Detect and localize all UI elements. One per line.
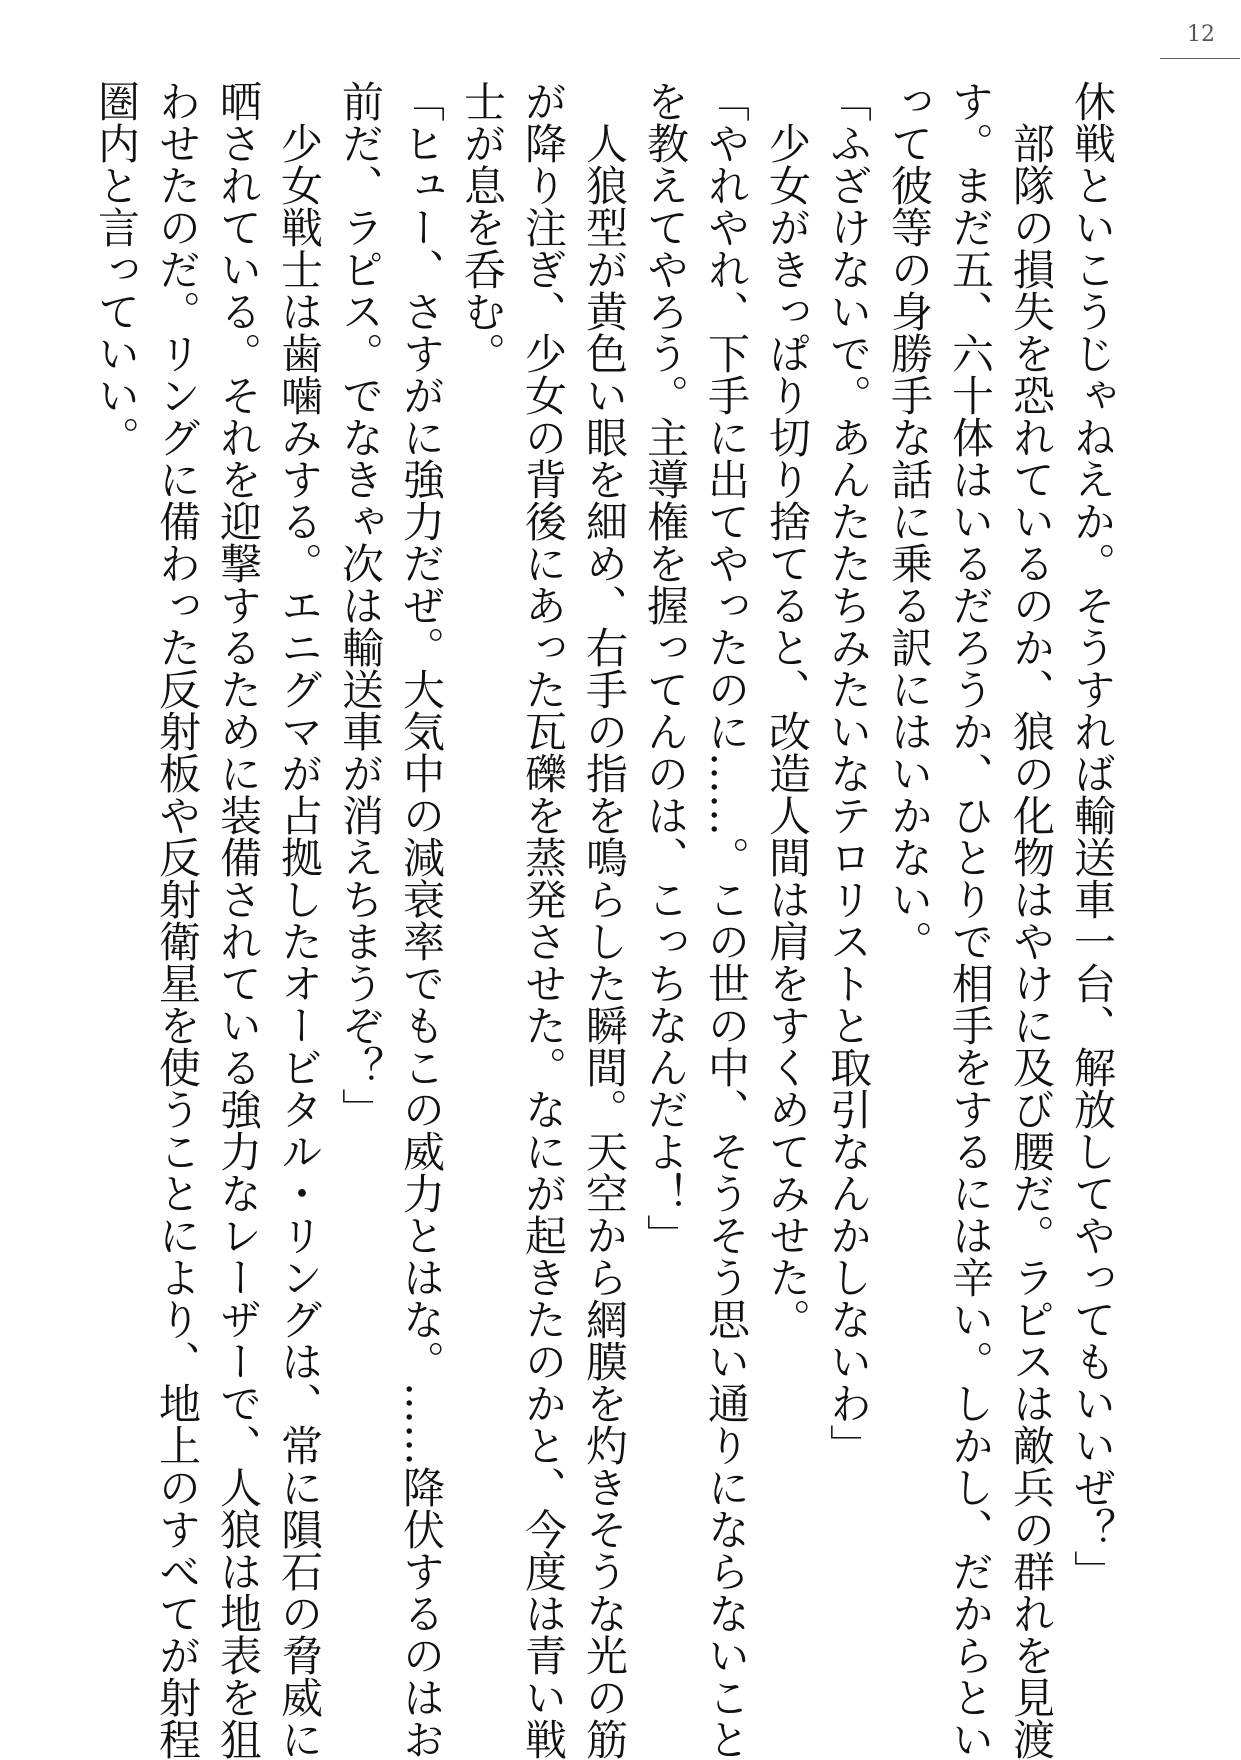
text-line: 少女がきっぱり切り捨てると、改造人間は肩をすくめてみせた。 — [763, 80, 812, 1340]
text-line: 人狼型が黄色い眼を細め、右手の指を鳴らした瞬間。天空から網膜を灼きそうな光の筋 — [580, 80, 629, 1760]
text-line: が降り注ぎ、少女の背後にあった瓦礫を蒸発させた。なにが起きたのかと、今度は青い戦 — [519, 80, 568, 1760]
text-line: 士が息を呑む。 — [458, 80, 507, 374]
text-line: って彼等の身勝手な話に乗る訳にはいかない。 — [885, 80, 934, 962]
text-line: 休戦といこうじゃねえか。そうすれば輸送車一台、解放してやってもいいぜ？」 — [1068, 80, 1117, 1592]
text-line: 圏内と言っていい。 — [92, 80, 141, 458]
text-line: す。まだ五、六十体はいるだろうか、ひとりで相手をするには辛い。しかし、だからとい — [946, 80, 995, 1760]
body-text — [86, 80, 1123, 1760]
page-number: 12 — [1187, 22, 1215, 47]
text-line: 晒されている。それを迎撃するために装備されている強力なレーザーで、人狼は地表を狙 — [214, 80, 263, 1760]
page-number-rule — [1160, 58, 1240, 59]
text-line: 「ヒュー、さすがに強力だぜ。大気中の減衰率でもこの威力とはな。……降伏するのはお — [397, 80, 446, 1760]
text-line: 「やれやれ、下手に出てやったのに……。この世の中、そうそう思い通りにならないこと — [702, 80, 751, 1760]
text-line: を教えてやろう。主導権を握ってんのは、こっちなんだよ！」 — [641, 80, 690, 1256]
text-line: わせたのだ。リングに備わった反射板や反射衛星を使うことにより、地上のすべてが射程 — [153, 80, 202, 1760]
text-line: 前だ、ラピス。でなきゃ次は輸送車が消えちまうぞ？」 — [336, 80, 385, 1130]
text-line: 部隊の損失を恐れているのか、狼の化物はやけに及び腰だ。ラピスは敵兵の群れを見渡 — [1007, 80, 1056, 1760]
text-line: 「ふざけないで。あんたたちみたいなテロリストと取引なんかしないわ」 — [824, 80, 873, 1466]
text-line: 少女戦士は歯噛みする。エニグマが占拠したオービタル・リングは、常に隕石の脅威に — [275, 80, 324, 1760]
